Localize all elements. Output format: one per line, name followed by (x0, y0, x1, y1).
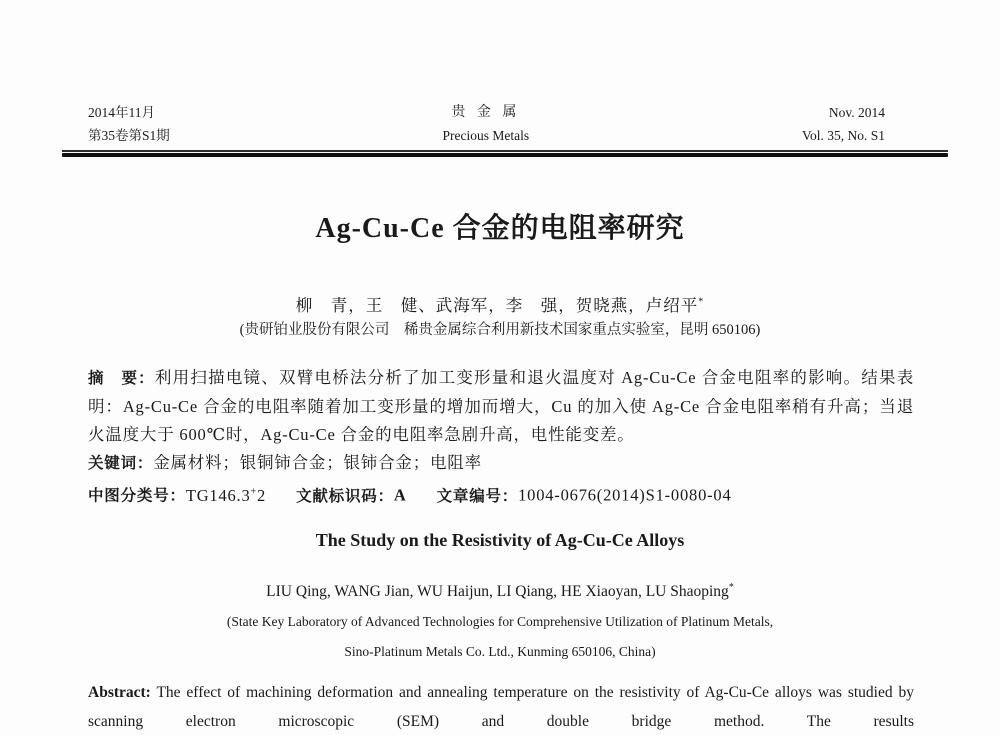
affiliation-en-line1: (State Key Laboratory of Advanced Technologies for Comprehensive Utilization of Platinum Metals, (226, 614, 774, 629)
corresponding-author-mark-en: * (728, 582, 734, 593)
clc-number-base: TG146.3 (185, 485, 251, 505)
abstract-zh-text: 利用扫描电镜、双臂电桥法分析了加工变形量和退火温度对 Ag-Cu-Ce 合金电阻率的影响。结果表明：Ag-Cu-Ce 合金的电阻率随着加工变形量的增加而增大，Cu 的加入使 Ag-Ce 合金电阻率稍有升高；当退火温度大于 600℃时，Ag-Cu-Ce 合金的电阻率急剧升高，电性能变差。 (88, 368, 915, 444)
header-issue-en: Vol. 35, No. S1 (801, 128, 885, 143)
doc-code-value: A (393, 485, 407, 505)
article-no-label: 文章编号： (436, 487, 519, 505)
abstract-zh-paragraph (88, 364, 914, 449)
keywords-zh-label: 关键词： (88, 455, 154, 472)
authors-en-line (0, 582, 1000, 601)
header-issue-block-zh (88, 101, 170, 147)
authors-en-names: LIU Qing, WANG Jian, WU Haijun, LI Qiang, HE Xiaoyan, LU Shaoping (266, 583, 729, 601)
authors-zh-names: 柳 青，王 健、武海军，李 强，贺晓燕，卢绍平 (295, 296, 699, 315)
article-no-value: 1004-0676(2014)S1-0080-04 (518, 485, 732, 505)
clc-number-suffix: 2 (257, 485, 267, 505)
header-issue-block-en (802, 101, 885, 147)
keywords-zh-line (88, 449, 914, 478)
header-double-rule (62, 150, 948, 157)
clc-number-sup: + (250, 486, 257, 497)
rule-thick-line (62, 153, 948, 157)
doc-code-label: 文献标识码： (296, 487, 394, 505)
article-title-en: The Study on the Resistivity of Ag-Cu-Ce Alloys (315, 530, 685, 550)
article-meta-line (88, 478, 914, 511)
abstract-en-paragraph (88, 678, 914, 735)
affiliation-en-line2: Sino-Platinum Metals Co. Ltd., Kunming 650106, China) (344, 644, 656, 659)
corresponding-author-mark-zh: * (698, 296, 705, 308)
journal-name-block (443, 101, 530, 147)
journal-name-zh: 贵 金 属 (451, 105, 521, 120)
clc-number (186, 486, 266, 505)
keywords-zh-text: 金属材料；银铜铈合金；银铈合金；电阻率 (153, 453, 482, 472)
clc-label: 中图分类号： (88, 487, 186, 505)
journal-running-head (88, 101, 885, 147)
abstract-zh-label: 摘 要： (88, 370, 155, 387)
abstract-en-label: Abstract: (88, 684, 151, 701)
affiliation-en (0, 607, 1000, 667)
journal-name-en: Precious Metals (442, 128, 530, 143)
header-date-zh: 2014年11月 (88, 105, 155, 120)
affiliation-zh: (贵研铂业股份有限公司 稀贵金属综合利用新技术国家重点实验室，昆明 650106) (239, 322, 761, 338)
header-date-en: Nov. 2014 (828, 105, 885, 120)
article-title-zh: Ag-Cu-Ce 合金的电阻率研究 (315, 213, 685, 244)
authors-zh-line (0, 292, 1000, 316)
chinese-front-matter (88, 364, 914, 511)
header-issue-zh: 第35卷第S1期 (88, 128, 170, 143)
abstract-en-text: The effect of machining deformation and annealing temperature on the resistivity of Ag-Cu-Ce alloys was studied by scanning electron microscopic (SEM) and double bridge method. The results (88, 684, 914, 730)
